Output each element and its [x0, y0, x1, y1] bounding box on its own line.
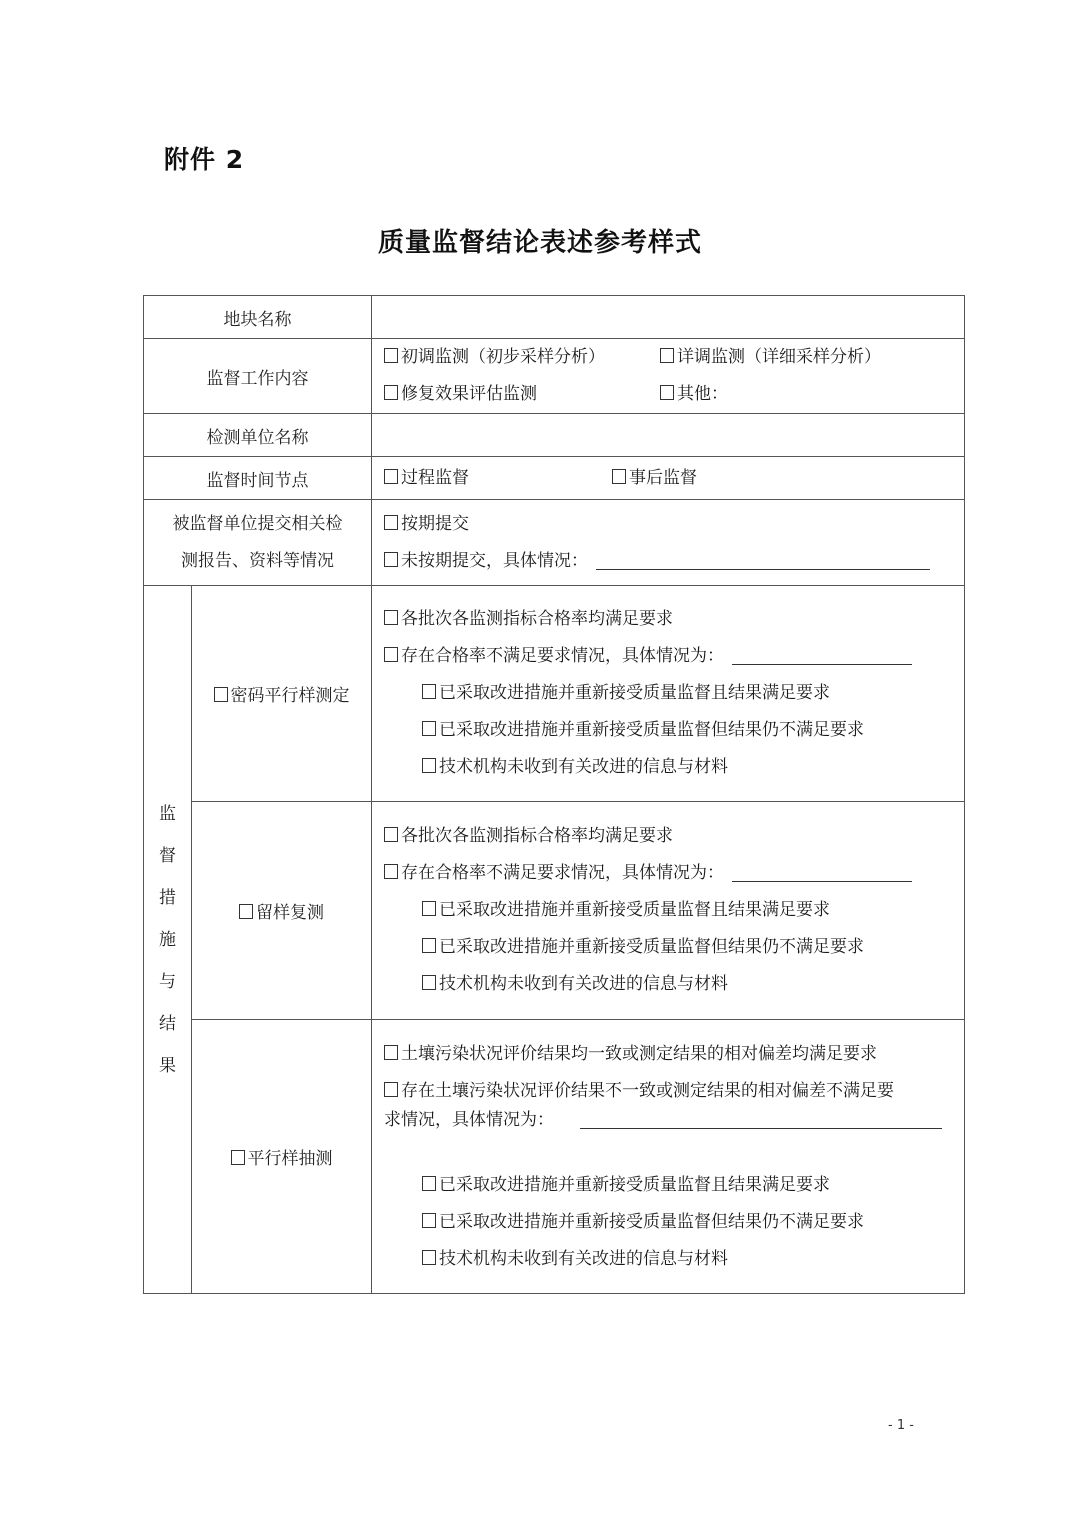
checkbox-icon[interactable]	[214, 687, 228, 702]
option-detailed-survey[interactable]: 详调监测（详细采样分析）	[660, 347, 881, 367]
sub-option-improved-fail[interactable]: 已采取改进措施并重新接受质量监督但结果仍不满足要求	[384, 929, 964, 966]
measure-section-retained-retest	[144, 802, 965, 1020]
supervision-conclusion-table	[143, 295, 965, 1294]
option-not-pass[interactable]: 存在合格率不满足要求情况，具体情况为：	[384, 638, 964, 675]
document-title: 质量监督结论表述参考样式	[377, 228, 702, 258]
sub-option-no-info[interactable]: 技术机构未收到有关改进的信息与材料	[384, 1241, 964, 1278]
checkbox-icon[interactable]	[384, 864, 398, 879]
checkbox-icon[interactable]	[612, 469, 626, 484]
option-post-supervision[interactable]: 事后监督	[612, 468, 697, 488]
row-time-node	[144, 457, 965, 500]
option-on-time[interactable]: 按期提交	[384, 506, 964, 543]
section-label[interactable]: 密码平行样测定	[192, 586, 372, 802]
checkbox-icon[interactable]	[422, 758, 436, 773]
measure-section-blind-parallel	[144, 586, 965, 802]
checkbox-icon[interactable]	[384, 1045, 398, 1060]
detail-blank-field[interactable]	[732, 863, 912, 882]
sub-option-no-info[interactable]: 技术机构未收到有关改进的信息与材料	[384, 966, 964, 1003]
checkbox-icon[interactable]	[422, 1250, 436, 1265]
sub-option-improved-pass[interactable]: 已采取改进措施并重新接受质量监督且结果满足要求	[384, 675, 964, 712]
sub-option-improved-fail[interactable]: 已采取改进措施并重新接受质量监督但结果仍不满足要求	[384, 1204, 964, 1241]
sub-option-improved-fail[interactable]: 已采取改进措施并重新接受质量监督但结果仍不满足要求	[384, 712, 964, 749]
checkbox-icon[interactable]	[422, 938, 436, 953]
checkbox-icon[interactable]	[660, 348, 674, 363]
checkbox-icon[interactable]	[384, 515, 398, 530]
checkbox-icon[interactable]	[384, 610, 398, 625]
checkbox-icon[interactable]	[384, 552, 398, 567]
row-submission	[144, 500, 965, 586]
checkbox-icon[interactable]	[422, 721, 436, 736]
checkbox-icon[interactable]	[422, 1213, 436, 1228]
checkbox-icon[interactable]	[239, 904, 253, 919]
checkbox-icon[interactable]	[384, 348, 398, 363]
checkbox-icon[interactable]	[384, 827, 398, 842]
option-other[interactable]: 其他：	[660, 384, 728, 404]
lab-name-label: 检测单位名称	[144, 414, 372, 457]
section-label[interactable]: 留样复测	[192, 802, 372, 1020]
row-work-content	[144, 339, 965, 414]
sub-option-improved-pass[interactable]: 已采取改进措施并重新接受质量监督且结果满足要求	[384, 1167, 964, 1204]
plot-name-field[interactable]	[372, 296, 965, 339]
lab-name-field[interactable]	[372, 414, 965, 457]
detail-blank-field[interactable]	[596, 551, 930, 570]
plot-name-label: 地块名称	[144, 296, 372, 339]
option-all-pass[interactable]: 各批次各监测指标合格率均满足要求	[384, 601, 964, 638]
checkbox-icon[interactable]	[660, 385, 674, 400]
option-not-pass[interactable]: 存在合格率不满足要求情况，具体情况为：	[384, 855, 964, 892]
attachment-label: 附件 2	[164, 145, 245, 174]
checkbox-icon[interactable]	[384, 647, 398, 662]
measure-section-parallel-sampling	[144, 1020, 965, 1294]
checkbox-icon[interactable]	[422, 684, 436, 699]
option-process-supervision[interactable]: 过程监督	[384, 460, 612, 497]
option-all-consistent[interactable]: 土壤污染状况评价结果均一致或测定结果的相对偏差均满足要求	[384, 1036, 964, 1073]
option-inconsistent[interactable]: 存在土壤污染状况评价结果不一致或测定结果的相对偏差不满足要	[384, 1073, 964, 1110]
section-label[interactable]: 平行样抽测	[192, 1020, 372, 1294]
checkbox-icon[interactable]	[422, 1176, 436, 1191]
page-number: - 1 -	[888, 1418, 914, 1433]
submission-label-line2: 测报告、资料等情况	[181, 550, 334, 571]
checkbox-icon[interactable]	[384, 1082, 398, 1097]
option-initial-survey[interactable]: 初调监测（初步采样分析）	[384, 339, 660, 376]
checkbox-icon[interactable]	[422, 901, 436, 916]
detail-blank-field[interactable]	[732, 646, 912, 665]
checkbox-icon[interactable]	[384, 385, 398, 400]
sub-option-no-info[interactable]: 技术机构未收到有关改进的信息与材料	[384, 749, 964, 786]
time-node-label: 监督时间节点	[144, 457, 372, 500]
row-plot-name	[144, 296, 965, 339]
measures-group-label: 监 督 措 施 与 结 果	[144, 586, 192, 1294]
work-content-label: 监督工作内容	[144, 339, 372, 414]
sub-option-improved-pass[interactable]: 已采取改进措施并重新接受质量监督且结果满足要求	[384, 892, 964, 929]
option-all-pass[interactable]: 各批次各监测指标合格率均满足要求	[384, 818, 964, 855]
submission-label-line1: 被监督单位提交相关检	[172, 513, 343, 534]
checkbox-icon[interactable]	[422, 975, 436, 990]
detail-blank-field[interactable]	[580, 1110, 942, 1129]
option-inconsistent-cont: 求情况，具体情况为：	[384, 1109, 554, 1130]
row-lab-name	[144, 414, 965, 457]
checkbox-icon[interactable]	[384, 469, 398, 484]
option-remediation-eval[interactable]: 修复效果评估监测	[384, 376, 660, 413]
checkbox-icon[interactable]	[231, 1150, 245, 1165]
option-not-on-time[interactable]: 未按期提交，具体情况：	[384, 543, 964, 580]
